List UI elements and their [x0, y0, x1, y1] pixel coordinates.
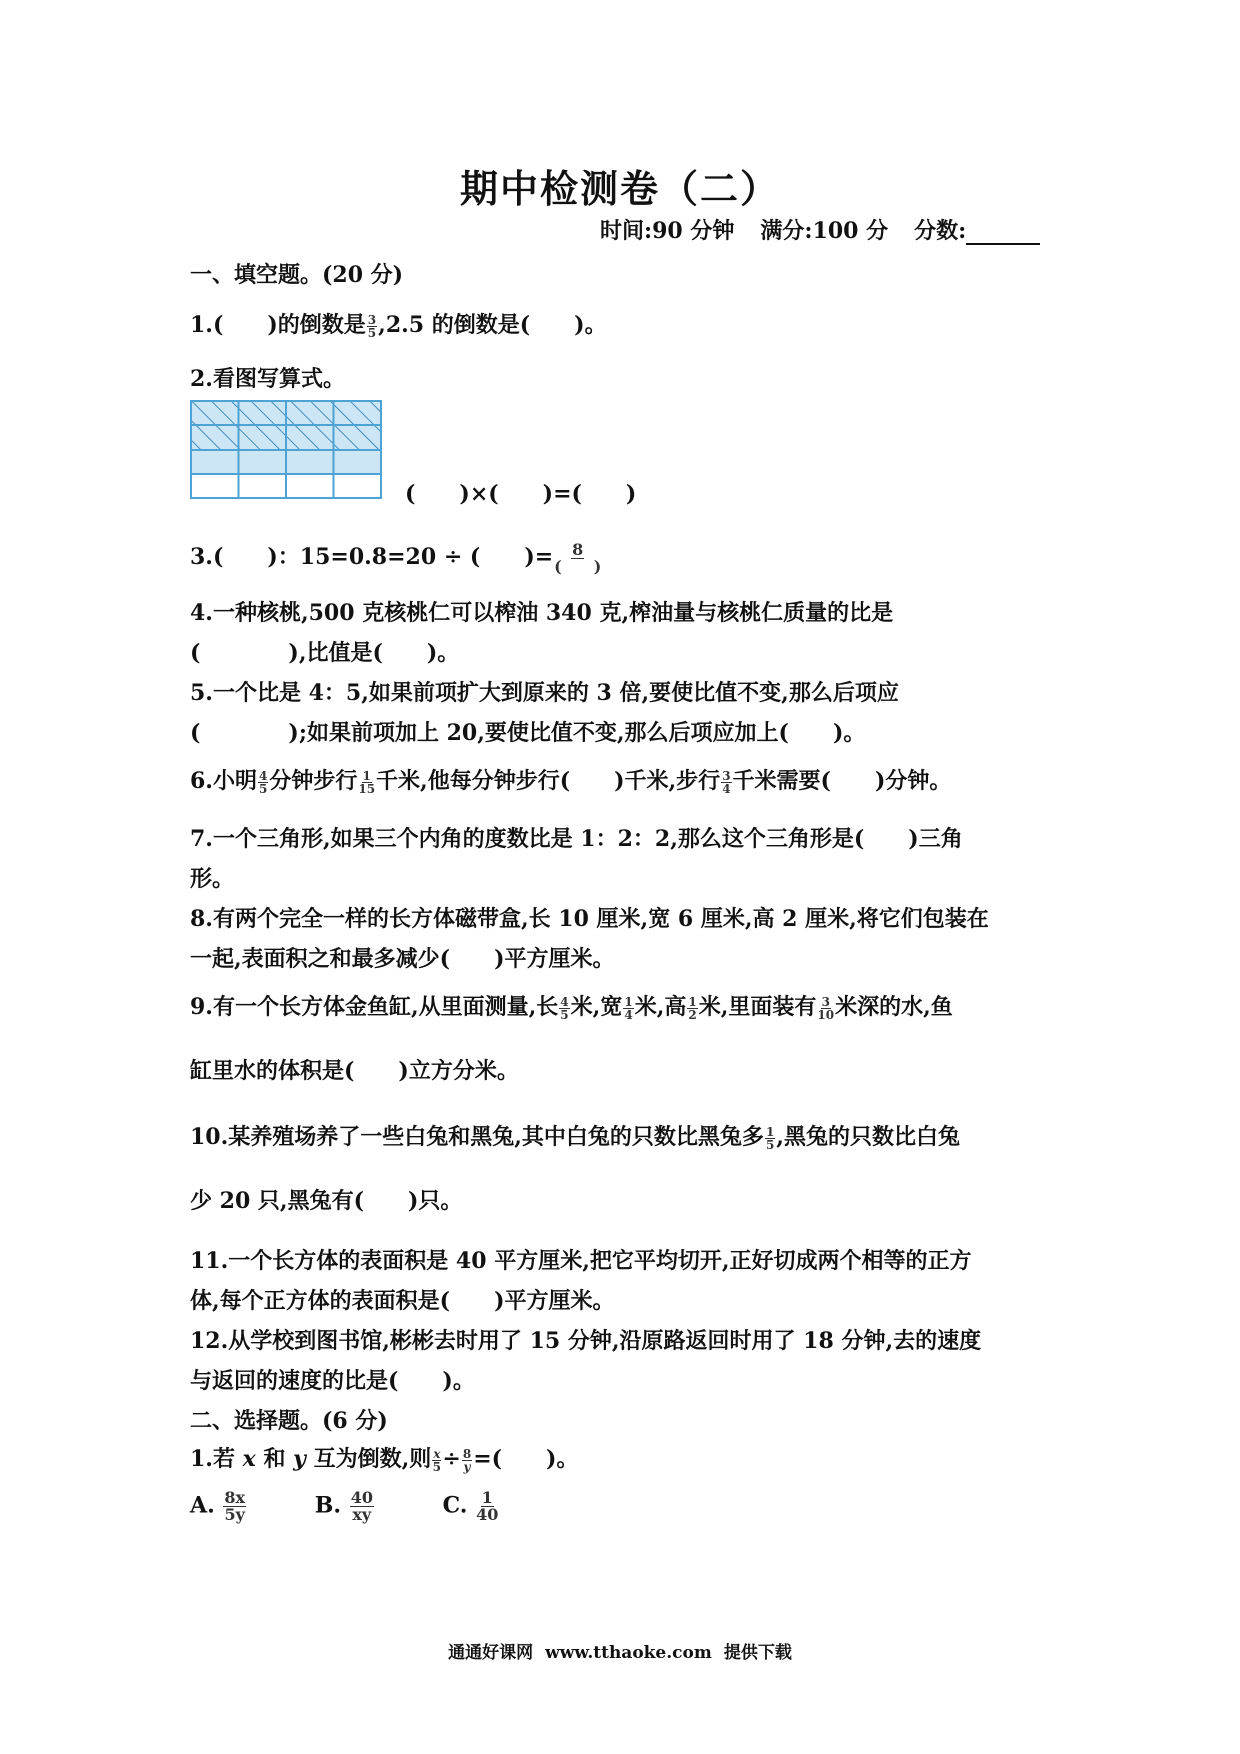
- q9-fraction-2: $\frac{1}{4}$: [624, 994, 633, 1022]
- question-5-line-2: ( );如果前项加上 20,要使比值不变,那么后项应加上( )。: [190, 720, 866, 746]
- q3-fraction: $\frac{8}{( )}$: [554, 539, 602, 576]
- option-b[interactable]: B. $\frac{40}{xy}$: [314, 1488, 373, 1524]
- question-6: 6.小明 $\frac{4}{5}$ 分钟步行 $\frac{1}{15}$ 千米,他每分钟步行( )千米,步行 $\frac{3}{4}$ 千米需要( )分钟。: [190, 768, 952, 796]
- c1-fraction-1: $\frac{x}{5}$: [432, 1446, 442, 1474]
- time-info: 时间:90 分钟: [600, 218, 735, 244]
- section-1-heading: 一、填空题。(20 分): [190, 262, 404, 288]
- footer-site: 通通好课网: [448, 1643, 534, 1663]
- question-12-line-2: 与返回的速度的比是( )。: [190, 1368, 475, 1394]
- question-3: [190, 540, 602, 575]
- q9-fraction-3: $\frac{1}{2}$: [688, 994, 697, 1022]
- shaded-grid-figure: [190, 400, 382, 500]
- choice-options: [190, 1490, 559, 1523]
- q6-fraction-1: $\frac{4}{5}$: [258, 768, 268, 796]
- question-5-line-1: 5.一个比是 4：5,如果前项扩大到原来的 3 倍,要使比值不变,那么后项应: [190, 680, 899, 706]
- exam-info: [600, 214, 1040, 245]
- q1-fraction: $\frac{3}{5}$: [367, 312, 377, 340]
- question-11-line-2: 体,每个正方体的表面积是( )平方厘米。: [190, 1288, 615, 1314]
- page-title: 期中检测卷（二）: [459, 166, 780, 211]
- question-8-line-2: 一起,表面积之和最多减少( )平方厘米。: [190, 946, 615, 972]
- q6-fraction-3: $\frac{3}{4}$: [722, 768, 731, 796]
- q2-expression: ( )×( )=( ): [405, 481, 637, 507]
- question-2-title: 2.看图写算式。: [190, 366, 345, 392]
- c1-fraction-2: $\frac{8}{y}$: [462, 1446, 472, 1474]
- q1-text-b: ,2.5 的倒数是( )。: [378, 312, 607, 338]
- page-footer: [0, 1638, 1240, 1663]
- question-9-line-1: 9.有一个长方体金鱼缸,从里面测量,长 $\frac{4}{5}$ 米,宽 $\frac{1}{4}$ 米,高 $\frac{1}{2}$ 米,里面装有 $\frac{3}{10}$ 米深的水,鱼: [190, 994, 953, 1022]
- question-4-line-2: ( ),比值是( )。: [190, 640, 460, 666]
- question-7-line-2: 形。: [190, 866, 235, 892]
- full-score-info: 满分:100 分: [760, 218, 889, 244]
- question-12-line-1: 12.从学校到图书馆,彬彬去时用了 15 分钟,沿原路返回时用了 18 分钟,去的速度: [190, 1328, 982, 1354]
- footer-note: 提供下载: [723, 1643, 792, 1663]
- q1-text-a: 1.( )的倒数是: [190, 312, 366, 338]
- question-4-line-1: 4.一种核桃,500 克核桃仁可以榨油 340 克,榨油量与核桃仁质量的比是: [190, 600, 894, 626]
- option-c[interactable]: C. $\frac{1}{40}$: [442, 1488, 499, 1524]
- question-7-line-1: 7.一个三角形,如果三个内角的度数比是 1：2：2,那么这个三角形是( )三角: [190, 826, 963, 852]
- score-blank[interactable]: [966, 221, 1040, 245]
- q6-fraction-2: $\frac{1}{15}$: [358, 768, 376, 796]
- section-2-heading: 二、选择题。(6 分): [190, 1408, 388, 1434]
- question-10-line-2: 少 20 只,黑兔有( )只。: [190, 1188, 463, 1214]
- q3-text: 3.( )：15=0.8=20 ÷ ( )=: [190, 544, 554, 570]
- q10-fraction: $\frac{1}{5}$: [765, 1124, 775, 1152]
- question-8-line-1: 8.有两个完全一样的长方体磁带盒,长 10 厘米,宽 6 厘米,高 2 厘米,将它们包装在: [190, 906, 989, 932]
- question-11-line-1: 11.一个长方体的表面积是 40 平方厘米,把它平均切开,正好切成两个相等的正方: [190, 1248, 972, 1274]
- option-a[interactable]: A. $\frac{8x}{5y}$: [190, 1488, 246, 1524]
- footer-url[interactable]: www.tthaoke.com: [545, 1643, 712, 1663]
- question-9-line-2: 缸里水的体积是( )立方分米。: [190, 1058, 519, 1084]
- choice-question-1: 1.若 x 和 y 互为倒数,则 $\frac{x}{5}$ ÷ $\frac{8}{y}$ =( )。: [190, 1446, 579, 1474]
- question-1: [190, 308, 607, 339]
- score-label: 分数:: [914, 218, 967, 244]
- q9-fraction-4: $\frac{3}{10}$: [817, 994, 835, 1022]
- question-10-line-1: 10.某养殖场养了一些白兔和黑兔,其中白兔的只数比黑兔多 $\frac{1}{5}$ ,黑兔的只数比白兔: [190, 1124, 960, 1152]
- q9-fraction-1: $\frac{4}{5}$: [560, 994, 569, 1022]
